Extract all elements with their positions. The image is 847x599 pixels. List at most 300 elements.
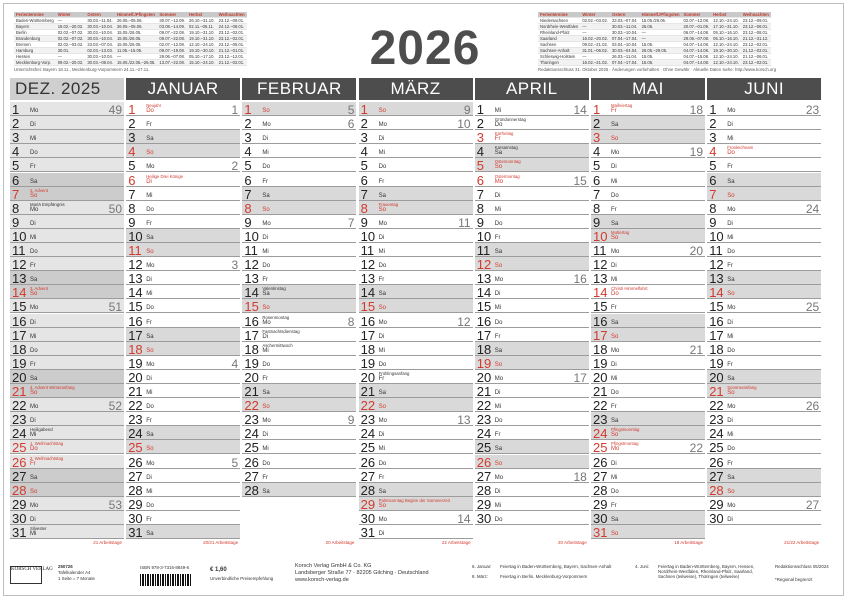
day-cell[interactable] (242, 440, 356, 454)
day-cell[interactable] (591, 130, 705, 144)
day-cell[interactable] (591, 384, 705, 398)
day-number: 30 (709, 510, 724, 525)
day-cell[interactable] (10, 483, 124, 497)
day-cell[interactable] (475, 102, 589, 116)
day-number: 6 (476, 172, 485, 187)
day-cell[interactable] (242, 370, 356, 384)
day-cell[interactable] (126, 328, 240, 342)
day-cell[interactable] (591, 469, 705, 483)
day-cell[interactable] (707, 497, 821, 511)
day-cell[interactable] (707, 102, 821, 116)
day-number: 19 (476, 355, 492, 370)
day-cell[interactable] (126, 271, 240, 285)
day-cell[interactable] (10, 426, 124, 440)
day-cell[interactable] (707, 398, 821, 412)
day-cell[interactable] (242, 483, 356, 497)
calendar-week-number: 26 (805, 399, 820, 413)
hl-cell: 02.11.–06.11. (187, 24, 217, 30)
day-cell[interactable] (10, 271, 124, 285)
day-cell[interactable] (475, 299, 589, 313)
calendar-week-number: 23 (805, 103, 820, 117)
day-cell[interactable] (10, 285, 124, 299)
day-cell[interactable] (591, 440, 705, 454)
day-cell[interactable] (707, 314, 821, 328)
day-cell[interactable] (126, 483, 240, 497)
day-cell[interactable] (475, 229, 589, 243)
weekday-label: Do (727, 446, 735, 453)
day-cell[interactable] (707, 173, 821, 187)
day-cell[interactable] (359, 497, 473, 511)
month-column (591, 78, 705, 556)
weekday-label: Do (494, 220, 503, 227)
day-cell[interactable] (359, 469, 473, 483)
day-number: 26 (360, 454, 376, 469)
day-cell[interactable] (126, 173, 240, 187)
day-cell[interactable] (707, 144, 821, 158)
day-number: 7 (709, 186, 717, 201)
day-number: 26 (244, 454, 259, 469)
day-cell[interactable] (10, 243, 124, 257)
day-cell[interactable] (126, 426, 240, 440)
day-cell[interactable] (359, 201, 473, 215)
day-cell[interactable] (475, 483, 589, 497)
hr-cell: 04.07.–14.08. (683, 48, 710, 53)
day-cell[interactable] (359, 384, 473, 398)
day-cell[interactable] (242, 384, 356, 398)
day-cell[interactable] (707, 370, 821, 384)
day-cell[interactable] (10, 102, 124, 116)
day-cell[interactable] (126, 144, 240, 158)
day-number: 23 (360, 412, 376, 427)
day-cell[interactable] (126, 440, 240, 454)
day-cell[interactable] (707, 483, 821, 497)
day-cell[interactable] (475, 426, 589, 440)
day-cell[interactable] (475, 116, 589, 130)
day-cell[interactable] (707, 257, 821, 271)
day-cell[interactable] (591, 285, 705, 299)
day-cell[interactable] (475, 342, 589, 356)
day-cell[interactable] (242, 201, 356, 215)
day-cell[interactable] (126, 257, 240, 271)
day-cell[interactable] (126, 187, 240, 201)
day-cell[interactable] (10, 187, 124, 201)
day-number: 26 (709, 454, 724, 469)
day-number: 19 (593, 355, 608, 370)
calendar-week-number: 51 (108, 300, 122, 314)
working-days-label: 20 Arbeitstage (558, 540, 587, 546)
day-cell[interactable] (591, 356, 705, 370)
day-cell[interactable] (242, 356, 356, 370)
day-cell[interactable] (359, 173, 473, 187)
hl-cell: 30.01. (56, 48, 86, 54)
day-number: 20 (593, 369, 608, 384)
weekday-label: So (494, 263, 503, 270)
day-cell[interactable] (591, 398, 705, 412)
weekday-label: Fr (727, 361, 733, 368)
calendar-week-number: 12 (457, 314, 471, 328)
day-cell[interactable] (126, 243, 240, 257)
day-cell[interactable] (126, 525, 240, 539)
day-cell[interactable] (591, 144, 705, 158)
day-cell[interactable] (126, 102, 240, 116)
day-cell[interactable] (591, 173, 705, 187)
isbn: ISBN 978-3-7316-8849-6 (140, 565, 190, 570)
day-cell[interactable] (126, 116, 240, 130)
day-cell[interactable] (707, 356, 821, 370)
weekday-label: Mi (262, 150, 269, 157)
day-number: 10 (244, 228, 259, 243)
day-number: 13 (593, 271, 608, 286)
article-number: 250726 (58, 564, 73, 569)
day-cell[interactable] (707, 511, 821, 525)
day-cell[interactable] (242, 342, 356, 356)
day-cell[interactable] (707, 187, 821, 201)
day-cell[interactable] (242, 398, 356, 412)
weekday-label: Di (30, 319, 36, 326)
day-cell[interactable] (126, 412, 240, 426)
day-cell[interactable] (707, 469, 821, 483)
day-cell[interactable] (359, 426, 473, 440)
day-number: 24 (360, 426, 376, 441)
day-cell[interactable] (10, 116, 124, 130)
day-number: 21 (360, 384, 376, 399)
day-cell[interactable] (591, 229, 705, 243)
day-number: 18 (709, 341, 724, 356)
day-cell[interactable] (707, 271, 821, 285)
day-cell[interactable] (591, 314, 705, 328)
day-cell[interactable] (475, 384, 589, 398)
day-cell[interactable] (126, 370, 240, 384)
day-cell[interactable] (359, 257, 473, 271)
day-cell[interactable] (707, 229, 821, 243)
day-cell[interactable] (126, 201, 240, 215)
weekday-label: Do (378, 460, 387, 467)
day-cell[interactable] (359, 412, 473, 426)
weekday-label: Mi (146, 192, 153, 199)
day-cell[interactable] (591, 412, 705, 426)
day-cell[interactable] (591, 342, 705, 356)
day-cell[interactable] (126, 285, 240, 299)
hl-cell: 26.05.–05.06. (115, 24, 157, 30)
day-cell[interactable] (242, 229, 356, 243)
day-cell[interactable] (242, 271, 356, 285)
day-cell[interactable] (242, 116, 356, 130)
day-cell[interactable] (10, 455, 124, 469)
day-cell[interactable] (707, 130, 821, 144)
publisher-logo (10, 566, 53, 584)
day-cell[interactable] (707, 342, 821, 356)
day-cell[interactable] (126, 469, 240, 483)
day-cell[interactable] (475, 173, 589, 187)
day-cell[interactable] (242, 130, 356, 144)
weekday-label: Mo (30, 206, 39, 213)
day-number: 31 (593, 525, 608, 540)
day-cell[interactable] (707, 412, 821, 426)
day-cell[interactable] (359, 455, 473, 469)
day-cell[interactable] (591, 201, 705, 215)
day-cell[interactable] (359, 215, 473, 229)
day-cell[interactable] (707, 455, 821, 469)
day-number: 29 (593, 496, 608, 511)
day-cell[interactable] (359, 158, 473, 172)
day-number: 3 (709, 130, 717, 145)
day-cell[interactable] (359, 116, 473, 130)
day-cell[interactable] (359, 144, 473, 158)
day-cell[interactable] (591, 116, 705, 130)
day-cell[interactable] (591, 215, 705, 229)
day-cell[interactable] (242, 455, 356, 469)
day-cell[interactable] (591, 243, 705, 257)
day-cell[interactable] (126, 299, 240, 313)
day-cell[interactable] (359, 511, 473, 525)
day-cell[interactable] (475, 243, 589, 257)
day-cell[interactable] (10, 469, 124, 483)
hl-header-cell: Ferientermine (14, 12, 56, 18)
day-cell[interactable] (126, 130, 240, 144)
hr-cell: 16.02.–20.02. (582, 36, 608, 41)
day-cell[interactable] (10, 158, 124, 172)
weekday-label: Fr (727, 460, 733, 467)
day-cell[interactable] (126, 455, 240, 469)
day-cell[interactable] (359, 314, 473, 328)
day-cell[interactable] (126, 511, 240, 525)
weekday-label: Di (146, 375, 152, 382)
day-cell[interactable] (591, 483, 705, 497)
day-cell[interactable] (126, 398, 240, 412)
day-cell[interactable] (10, 398, 124, 412)
day-cell[interactable] (10, 144, 124, 158)
day-cell[interactable] (475, 158, 589, 172)
day-cell[interactable] (10, 130, 124, 144)
day-cell[interactable] (126, 314, 240, 328)
holiday-label: Sommeranfang (727, 385, 757, 390)
calendar-week-number: 1 (231, 103, 239, 117)
day-number: 14 (12, 285, 27, 300)
weekday-label: Do (727, 249, 735, 255)
day-cell[interactable] (359, 187, 473, 201)
day-cell[interactable] (359, 243, 473, 257)
day-cell[interactable] (475, 455, 589, 469)
day-cell[interactable] (126, 342, 240, 356)
hl-cell: 02.02.–07.02. (57, 30, 84, 35)
day-cell[interactable] (242, 144, 356, 158)
day-cell[interactable] (242, 173, 356, 187)
day-cell[interactable] (591, 257, 705, 271)
day-cell[interactable] (10, 229, 124, 243)
day-cell[interactable] (475, 511, 589, 525)
day-cell[interactable] (242, 299, 356, 313)
day-cell[interactable] (126, 384, 240, 398)
weekday-label: Sa (611, 122, 619, 129)
day-cell[interactable] (10, 497, 124, 511)
day-cell[interactable] (126, 497, 240, 511)
day-cell[interactable] (242, 426, 356, 440)
day-number: 30 (12, 510, 27, 525)
day-cell[interactable] (10, 412, 124, 426)
day-cell[interactable] (359, 271, 473, 285)
day-cell[interactable] (707, 215, 821, 229)
holiday-label: 4. Advent Winteranfang (30, 385, 75, 390)
day-cell[interactable] (359, 328, 473, 342)
day-cell[interactable] (707, 299, 821, 313)
day-cell[interactable] (475, 271, 589, 285)
day-cell[interactable] (707, 384, 821, 398)
day-cell[interactable] (359, 285, 473, 299)
day-cell[interactable] (707, 328, 821, 342)
day-cell[interactable] (359, 342, 473, 356)
hr-cell: 15.05. (640, 60, 682, 66)
day-cell[interactable] (359, 130, 473, 144)
day-cell[interactable] (591, 271, 705, 285)
day-cell[interactable] (591, 511, 705, 525)
day-cell[interactable] (359, 440, 473, 454)
holiday-label: Ostersonntag (494, 159, 521, 165)
hl-cell: 05.10.–17.10. (189, 54, 215, 59)
day-cell[interactable] (475, 370, 589, 384)
day-cell[interactable] (10, 525, 124, 539)
weekday-label: Do (611, 192, 619, 199)
day-cell[interactable] (242, 243, 356, 257)
day-cell[interactable] (10, 314, 124, 328)
day-cell[interactable] (242, 102, 356, 116)
day-cell[interactable] (242, 215, 356, 229)
hl-cell: — (56, 54, 86, 60)
day-cell[interactable] (126, 158, 240, 172)
day-cell[interactable] (591, 299, 705, 313)
day-cell[interactable] (126, 215, 240, 229)
day-number: 3 (360, 130, 368, 145)
hl-cell: Mecklenburg-Vorp. (14, 60, 56, 66)
day-cell[interactable] (10, 370, 124, 384)
day-number: 31 (128, 525, 143, 540)
day-cell[interactable] (591, 497, 705, 511)
day-cell[interactable] (10, 257, 124, 271)
day-cell[interactable] (242, 285, 356, 299)
day-cell[interactable] (707, 440, 821, 454)
day-cell[interactable] (591, 370, 705, 384)
day-number: 9 (360, 214, 368, 229)
day-cell[interactable] (242, 187, 356, 201)
day-number: 13 (12, 271, 27, 286)
day-cell[interactable] (591, 426, 705, 440)
price: € 1,60 (210, 567, 227, 573)
month-header: MÄRZ (359, 78, 473, 100)
day-cell[interactable] (591, 525, 705, 539)
day-cell[interactable] (475, 257, 589, 271)
day-cell[interactable] (707, 201, 821, 215)
day-number: 14 (593, 285, 608, 300)
day-cell[interactable] (126, 356, 240, 370)
month-column (126, 78, 240, 556)
day-cell[interactable] (707, 243, 821, 257)
day-cell[interactable] (10, 328, 124, 342)
day-cell[interactable] (242, 412, 356, 426)
day-cell[interactable] (707, 285, 821, 299)
day-cell[interactable] (10, 299, 124, 313)
weekday-label: Fr (146, 122, 152, 129)
day-cell[interactable] (242, 328, 356, 342)
day-cell[interactable] (475, 356, 589, 370)
day-cell[interactable] (591, 158, 705, 172)
day-number: 21 (593, 384, 608, 399)
day-cell[interactable] (475, 215, 589, 229)
day-cell[interactable] (475, 144, 589, 158)
day-cell[interactable] (10, 511, 124, 525)
day-number: 21 (709, 384, 724, 399)
hl-row (14, 60, 247, 66)
month-header: FEBRUAR (242, 78, 356, 100)
day-cell[interactable] (359, 229, 473, 243)
day-cell[interactable] (475, 440, 589, 454)
hr-cell: 21.12.–06.01. (741, 54, 771, 60)
day-cell[interactable] (242, 257, 356, 271)
day-cell[interactable] (475, 497, 589, 511)
day-number: 8 (476, 200, 485, 215)
day-cell[interactable] (475, 285, 589, 299)
day-cell[interactable] (242, 469, 356, 483)
holiday-label: Muttertag (611, 229, 630, 235)
day-cell[interactable] (10, 342, 124, 356)
day-number: 14 (709, 285, 724, 300)
day-cell[interactable] (10, 356, 124, 370)
day-cell[interactable] (10, 384, 124, 398)
weekday-label: Do (146, 305, 154, 312)
holiday-label: Fronleichnam (727, 145, 754, 151)
note-text-2: Feiertag in Berlin, Mecklenburg-Vorpommern (500, 574, 588, 579)
day-number: 12 (128, 257, 143, 272)
day-cell[interactable] (359, 102, 473, 116)
day-cell[interactable] (475, 328, 589, 342)
hr-header-cell: Herbst (711, 12, 741, 18)
day-cell[interactable] (591, 455, 705, 469)
day-cell[interactable] (242, 158, 356, 172)
day-cell[interactable] (10, 201, 124, 215)
weekday-label: Do (378, 361, 387, 368)
day-cell[interactable] (707, 426, 821, 440)
day-cell[interactable] (475, 314, 589, 328)
day-cell[interactable] (475, 469, 589, 483)
day-cell[interactable] (475, 398, 589, 412)
day-cell[interactable] (359, 370, 473, 384)
day-number: 27 (244, 468, 259, 483)
day-number: 11 (360, 243, 375, 258)
day-cell[interactable] (10, 440, 124, 454)
day-cell[interactable] (475, 201, 589, 215)
day-cell[interactable] (10, 173, 124, 187)
day-cell[interactable] (707, 158, 821, 172)
day-cell[interactable] (359, 525, 473, 539)
day-cell[interactable] (126, 229, 240, 243)
day-cell[interactable] (359, 299, 473, 313)
day-cell[interactable] (591, 102, 705, 116)
day-cell[interactable] (10, 215, 124, 229)
day-number: 5 (476, 158, 485, 173)
hl-cell: 30.03.–10.04. (87, 24, 113, 29)
day-cell[interactable] (475, 187, 589, 201)
day-cell[interactable] (475, 412, 589, 426)
day-number: 11 (244, 243, 258, 258)
day-cell[interactable] (591, 187, 705, 201)
day-cell[interactable] (242, 314, 356, 328)
day-cell[interactable] (591, 328, 705, 342)
hr-cell: — (580, 24, 610, 30)
day-cell[interactable] (707, 116, 821, 130)
day-cell[interactable] (359, 356, 473, 370)
day-cell[interactable] (359, 398, 473, 412)
weekday-label: Di (262, 136, 269, 143)
day-cell[interactable] (359, 483, 473, 497)
day-cell[interactable] (475, 130, 589, 144)
